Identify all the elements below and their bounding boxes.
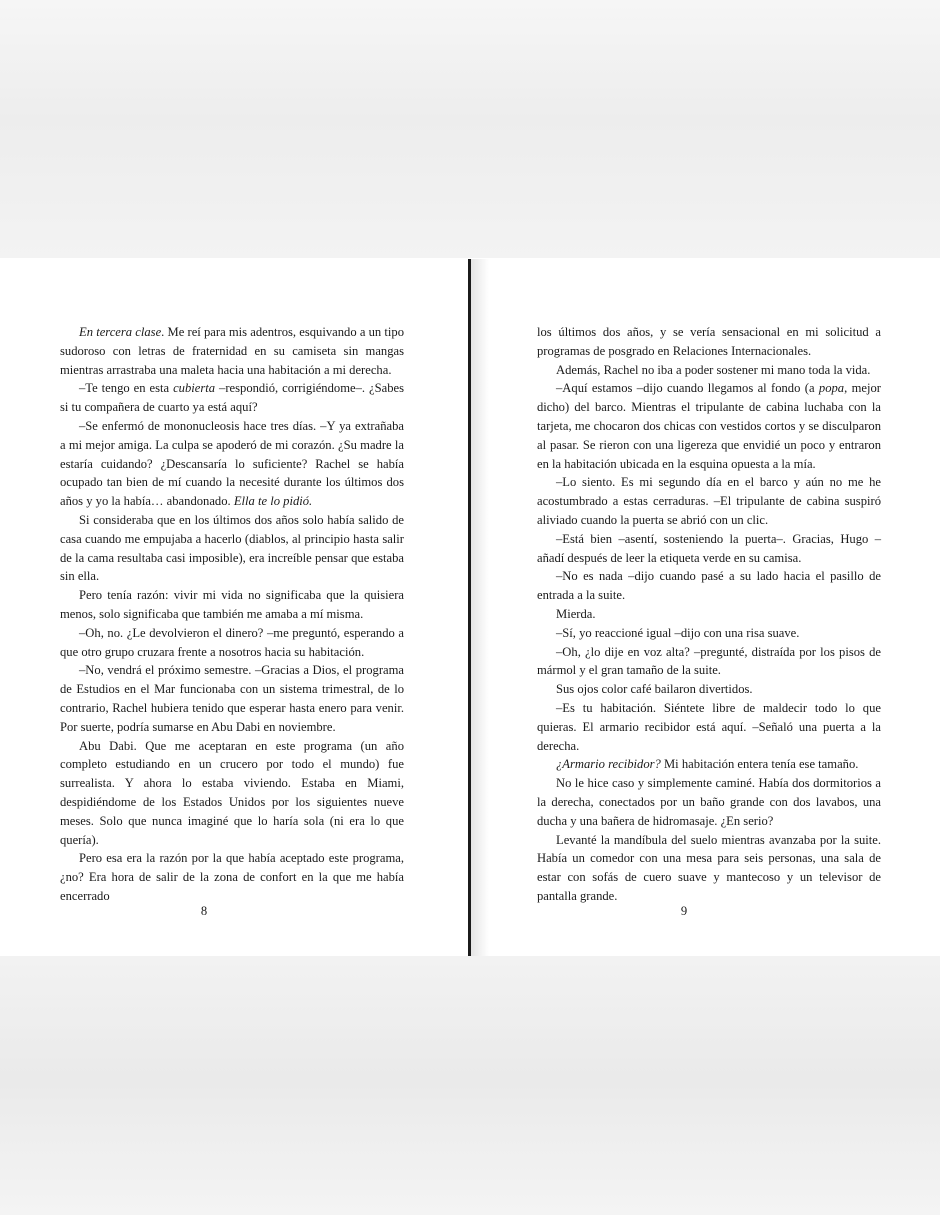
left-page-text: [60, 323, 404, 906]
paragraph: [60, 849, 404, 905]
paragraph: [537, 680, 881, 699]
text-run: . Me reí para mis adentros, esquivando a un tipo sudoroso con letras de fraternidad en su camiseta sin mangas mientras arrastraba una maleta hacia una habitación a mi derecha.: [60, 325, 405, 377]
paragraph: [537, 605, 881, 624]
text-run: –No es nada –dijo cuando pasé a su lado hacia el pasillo de entrada a la suite.: [537, 569, 881, 603]
text-run: Además, Rachel no iba a poder sostener mi mano toda la vida.: [556, 362, 871, 377]
paragraph: [60, 661, 404, 736]
text-run: , mejor dicho) del barco. Mientras el tripulante de cabina luchaba con la tarjeta, me chocaron dos chicas con vestidos cortos y se disculparon al pasar. Se rieron con una ligereza que envidié un poco y entraron en la habitación ubicada en la esquina opuesta a la mía.: [537, 381, 881, 471]
text-run: No le hice caso y simplemente caminé. Había dos dormitorios a la derecha, conectados por un baño grande con dos lavabos, una ducha y una bañera de hidromasaje. ¿En serio?: [537, 776, 881, 828]
paragraph: [537, 755, 881, 774]
paragraph: [537, 774, 881, 830]
paragraph: [537, 379, 881, 473]
paragraph: [60, 511, 404, 586]
text-run: los últimos dos años, y se vería sensacional en mi solicitud a programas de posgrado en Relaciones Internacionales.: [537, 325, 881, 358]
page-number-left: 8: [200, 904, 208, 918]
text-run: –Es tu habitación. Siéntete libre de maldecir todo lo que quieras. El armario recibidor está aquí. –Señaló una puerta a la derecha.: [537, 700, 881, 753]
text-run: –No, vendrá el próximo semestre. –Gracias a Dios, el programa de Estudios en el Mar funcionaba con un sistema trimestral, de lo contrario, Rachel hubiera tenido que esperar hasta enero para venir. Por suerte, podría sumarse en Abu Dabi en noviembre.: [60, 663, 404, 734]
paragraph: [537, 323, 881, 361]
italic-text: Ella te lo pidió.: [233, 494, 313, 509]
paragraph: [60, 586, 404, 624]
paragraph: [60, 379, 404, 417]
text-run: –Sí, yo reaccioné igual –dijo con una risa suave.: [556, 625, 800, 640]
right-page-text: [537, 323, 881, 906]
page-number-right: 9: [680, 904, 688, 918]
text-run: –Se enfermó de mononucleosis hace tres días. –Y ya extrañaba a mi mejor amiga. La culpa se apoderó de mi corazón. ¿Su madre la estaría cuidando? ¿Descansaría lo suficiente? Rachel se había ocupado tan bien de mí cuando la necesité durante los últimos dos años y yo la había… abandonado.: [60, 418, 404, 509]
paragraph: [537, 473, 881, 529]
text-run: Pero tenía razón: vivir mi vida no significaba que la quisiera menos, solo significaba que también me amaba a mí misma.: [60, 588, 404, 621]
paragraph: [60, 417, 404, 511]
text-run: Abu Dabi. Que me aceptaran en este programa (un año completo estudiando en un crucero por todo el mundo) fue surrealista. Y ahora lo estaba viviendo. Estaba en Miami, despidiéndome de los Estados Unidos por los siguientes nueve meses. Solo que nunca imaginé que lo haría sola (ni era lo que quería).: [60, 738, 404, 847]
right-page: [471, 259, 940, 956]
text-run: Mierda.: [556, 606, 596, 621]
italic-text: cubierta: [173, 381, 216, 396]
text-run: –Lo siento. Es mi segundo día en el barco y aún no me he acostumbrado a estas cerraduras. –El tripulante de cabina suspiró aliviado cuando la puerta se abrió con un clic.: [537, 475, 881, 527]
text-run: Levanté la mandíbula del suelo mientras avanzaba por la suite. Había un comedor con una mesa para seis personas, una sala de estar con sofás de cuero suave y mantecoso y un televisor de pantalla grande.: [537, 832, 881, 903]
italic-text: popa: [818, 381, 845, 396]
text-run: Mi habitación entera tenía ese tamaño.: [660, 757, 859, 772]
text-run: Pero esa era la razón por la que había aceptado este programa, ¿no? Era hora de salir de la zona de confort en la que me había encerrado: [60, 851, 404, 903]
italic-text: ¿Armario recibidor?: [556, 757, 661, 772]
book-spread: [0, 259, 940, 956]
text-run: –respondió, corrigiéndome–. ¿Sabes si tu compañera de cuarto ya está aquí?: [60, 381, 404, 415]
paragraph: [537, 624, 881, 643]
paragraph: [537, 831, 881, 906]
paragraph: [60, 624, 404, 662]
paragraph: [60, 737, 404, 850]
text-run: –Oh, no. ¿Le devolvieron el dinero? –me preguntó, esperando a que otro grupo cruzara frente a nosotros hacia su habitación.: [60, 625, 404, 659]
paragraph: [537, 699, 881, 755]
italic-text: En tercera clase: [79, 325, 162, 339]
text-run: –Está bien –asentí, sosteniendo la puerta–. Gracias, Hugo –añadí después de leer la etiqueta verde en su camisa.: [537, 531, 881, 565]
paragraph: [60, 323, 404, 379]
paragraph: [537, 361, 881, 380]
text-run: Si consideraba que en los últimos dos años solo había salido de casa cuando me empujaba a hacerlo (diablos, al principio hasta salir de la cama resultaba casi imposible), era increíble pensar que estaba sin ella.: [60, 512, 404, 584]
paragraph: [537, 530, 881, 568]
left-page: [0, 259, 469, 956]
paragraph: [537, 643, 881, 681]
text-run: –Te tengo en esta: [79, 381, 174, 396]
text-run: –Aquí estamos –dijo cuando llegamos al fondo (a: [556, 381, 819, 396]
paragraph: [537, 567, 881, 605]
text-run: Sus ojos color café bailaron divertidos.: [556, 682, 753, 697]
text-run: –Oh, ¿lo dije en voz alta? –pregunté, distraída por los pisos de mármol y el gran tamaño de la suite.: [537, 644, 881, 678]
